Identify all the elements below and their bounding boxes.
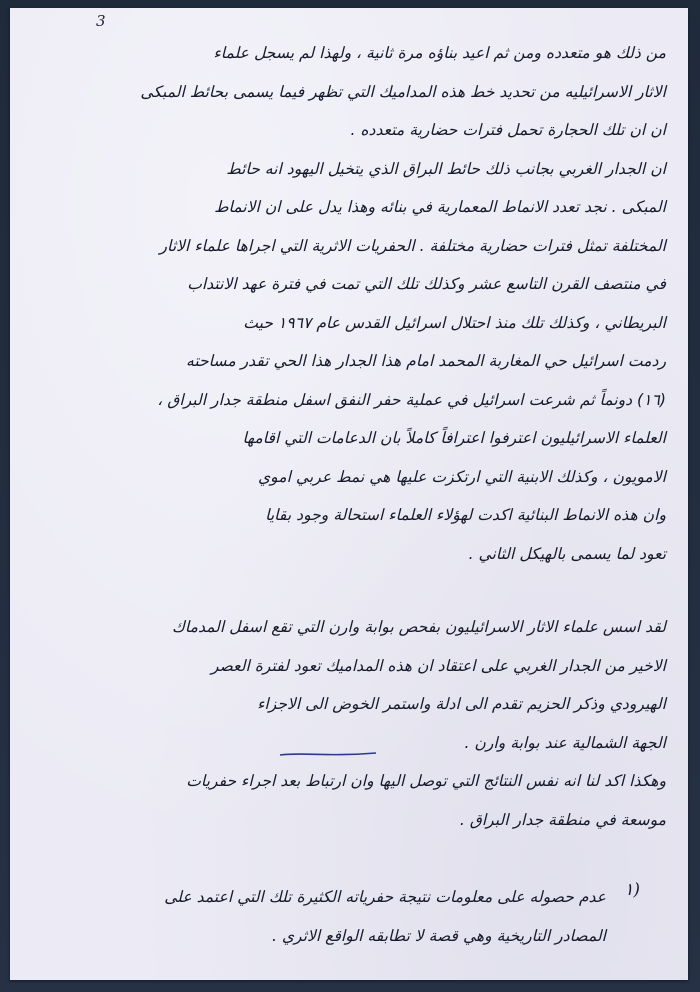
text-line: الهيرودي وذكر الحزيم تقدم الى ادلة واستمر الخوض الى الاجزاء — [257, 695, 666, 713]
list-item-number: ١) — [624, 880, 640, 900]
text-line: (١٦) دونماً ثم شرعت اسرائيل في عملية حفر النفق اسفل منطقة جدار البراق ، — [157, 390, 666, 409]
page-number: 3 — [96, 12, 106, 30]
text-line: العلماء الاسرائيليون اعترفوا اعترافاً كاملاً بان الدعامات التي اقامها — [242, 429, 666, 447]
text-line: المبكى . نجد تعدد الانماط المعمارية في بنائه وهذا يدل على ان الانماط — [214, 198, 666, 216]
text-line: الامويون ، وكذلك الابنية التي ارتكزت عليها هي نمط عربي اموي — [257, 467, 666, 486]
text-line: المصادر التاريخية وهي قصة لا تطابقه الواقع الاثري . — [271, 926, 606, 945]
text-line: الاثار الاسرائيليه من تحديد خط هذه المداميك التي تظهر فيما يسمى بحائط المبكى — [140, 82, 666, 101]
text-line: الاخير من الجدار الغربي على اعتقاد ان هذه المداميك تعود لفترة العصر — [211, 656, 666, 675]
text-line: ردمت اسرائيل حي المغاربة المحمد امام هذا الجدار هذا الحي تقدر مساحته — [185, 352, 666, 370]
text-line: وهكذا اكد لنا انه نفس النتائج التي توصل اليها وان ارتباط بعد اجراء حفريات — [186, 772, 666, 790]
handwritten-page — [10, 8, 688, 980]
text-line: عدم حصوله على معلومات نتيجة حفرياته الكثيرة تلك التي اعتمد على — [164, 888, 606, 906]
text-line: لقد اسس علماء الاثار الاسرائيليون بفحص بوابة وارن التي تقع اسفل المدماك — [171, 618, 666, 636]
text-line: وان هذه الانماط البنائية اكدت لهؤلاء العلماء استحالة وجود بقايا — [265, 506, 666, 524]
paragraph-1 — [34, 34, 666, 573]
text-line: البريطاني ، وكذلك تلك منذ احتلال اسرائيل القدس عام ١٩٦٧ حيث — [243, 313, 666, 332]
text-line: ان الجدار الغربي بجانب ذلك حائط البراق الذي يتخيل اليهود انه حائط — [226, 159, 666, 178]
text-line: الجهة الشمالية عند بوابة وارن . — [464, 733, 666, 752]
list-item-1 — [34, 878, 606, 955]
text-line: من ذلك هو متعدده ومن ثم اعيد بناؤه مرة ثانية ، ولهذا لم يسجل علماء — [213, 44, 666, 62]
text-line: المختلفة تمثل فترات حضارية مختلفة . الحفريات الاثرية التي اجراها علماء الاثار — [159, 236, 666, 255]
text-line: تعود لما يسمى بالهيكل الثاني . — [468, 544, 666, 563]
text-line: ان ان تلك الحجارة تحمل فترات حضارية متعدده . — [350, 121, 666, 139]
text-line: موسعة في منطقة جدار البراق . — [459, 810, 666, 829]
underline-mark — [278, 750, 378, 758]
text-line: في منتصف القرن التاسع عشر وكذلك تلك التي تمت في فترة عهد الانتداب — [187, 275, 666, 293]
paragraph-2 — [34, 608, 666, 839]
